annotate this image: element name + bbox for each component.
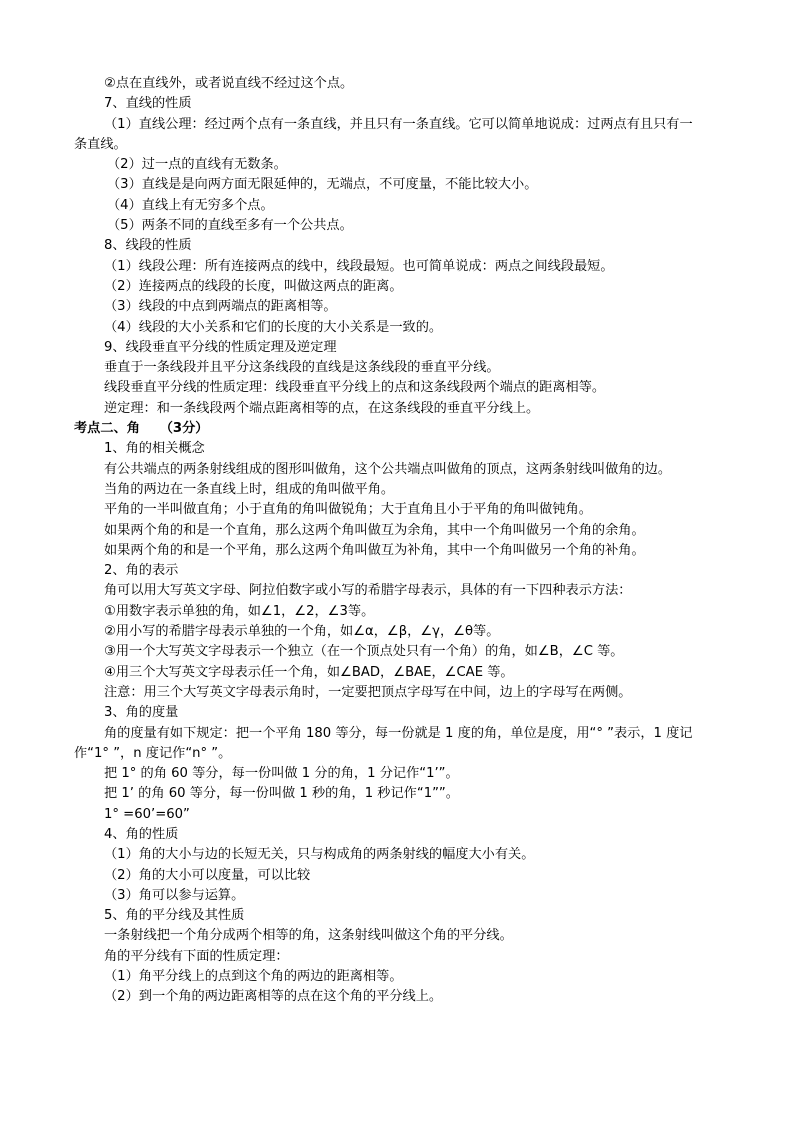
text-line: （4）直线上有无穷多个点。 bbox=[107, 197, 274, 213]
text-line: （3）角可以参与运算。 bbox=[104, 887, 245, 903]
text-line: ②点在直线外，或者说直线不经过这个点。 bbox=[104, 76, 354, 91]
text-line: ②用小写的希腊字母表示单独的一个角，如∠α，∠β，∠γ，∠θ等。 bbox=[104, 624, 500, 640]
text-line: 1° =60’=60” bbox=[104, 806, 190, 822]
text-line: 如果两个角的和是一个平角，那么这两个角叫做互为补角，其中一个角叫做另一个角的补角。 bbox=[104, 542, 645, 558]
text-line: 线段垂直平分线的性质定理：线段垂直平分线上的点和这条线段两个端点的距离相等。 bbox=[104, 380, 606, 396]
text-line: 角的度量有如下规定：把一个平角 180 等分，每一份就是 1 度的角，单位是度，用“° ”表示，1 度记 bbox=[104, 725, 693, 741]
text-line: 平角的一半叫做直角；小于直角的角叫做锐角；大于直角且小于平角的角叫做钝角。 bbox=[104, 502, 592, 518]
section-title: 3、角的度量 bbox=[104, 705, 179, 721]
text-line: 如果两个角的和是一个直角，那么这两个角叫做互为余角，其中一个角叫做另一个角的余角。 bbox=[104, 522, 645, 538]
text-line: 把 1° 的角 60 等分，每一份叫做 1 分的角，1 分记作“1’”。 bbox=[104, 766, 459, 782]
text-line: （1）直线公理：经过两个点有一条直线，并且只有一条直线。它可以简单地说成：过两点有且只有一 bbox=[104, 116, 693, 132]
text-line: 逆定理：和一条线段两个端点距离相等的点，在这条线段的垂直平分线上。 bbox=[104, 400, 540, 416]
topic-heading: 考点二、角 （3分） bbox=[74, 421, 209, 437]
text-line: 有公共端点的两条射线组成的图形叫做角，这个公共端点叫做角的顶点，这两条射线叫做角的边。 bbox=[104, 461, 672, 477]
text-line: （2）过一点的直线有无数条。 bbox=[107, 157, 287, 173]
text-line: 当角的两边在一条直线上时，组成的角叫做平角。 bbox=[104, 481, 395, 497]
text-line: （1）角的大小与边的长短无关，只与构成角的两条射线的幅度大小有关。 bbox=[104, 847, 535, 863]
text-line: （2）连接两点的线段的长度，叫做这两点的距离。 bbox=[104, 278, 403, 294]
text-line: 角的平分线有下面的性质定理： bbox=[104, 948, 289, 964]
text-line: （2）到一个角的两边距离相等的点在这个角的平分线上。 bbox=[104, 989, 443, 1005]
text-line: （3）线段的中点到两端点的距离相等。 bbox=[104, 299, 337, 315]
section-title: 1、角的相关概念 bbox=[104, 441, 205, 457]
text-line: 把 1’ 的角 60 等分，每一份叫做 1 秒的角，1 秒记作“1””。 bbox=[104, 786, 459, 802]
section-title: 4、角的性质 bbox=[104, 826, 179, 842]
text-line: ③用一个大写英文字母表示一个独立（在一个顶点处只有一个角）的角，如∠B，∠C 等。 bbox=[104, 644, 624, 660]
text-line: 条直线。 bbox=[74, 136, 127, 152]
section-title: 8、线段的性质 bbox=[104, 238, 192, 254]
section-title: 9、线段垂直平分线的性质定理及逆定理 bbox=[104, 339, 337, 355]
text-line: （1）线段公理：所有连接两点的线中，线段最短。也可简单说成：两点之间线段最短。 bbox=[104, 258, 614, 274]
text-line: 注意：用三个大写英文字母表示角时，一定要把顶点字母写在中间，边上的字母写在两侧。 bbox=[104, 684, 632, 700]
text-line: 垂直于一条线段并且平分这条线段的直线是这条线段的垂直平分线。 bbox=[104, 360, 500, 376]
text-line: （2）角的大小可以度量，可以比较 bbox=[104, 867, 311, 883]
section-title: 5、角的平分线及其性质 bbox=[104, 908, 245, 924]
text-line: ④用三个大写英文字母表示任一个角，如∠BAD，∠BAE，∠CAE 等。 bbox=[104, 664, 514, 680]
section-title: 7、直线的性质 bbox=[104, 96, 192, 112]
text-line: ①用数字表示单独的角，如∠1，∠2，∠3等。 bbox=[104, 603, 375, 619]
text-line: （3）直线是是向两方面无限延伸的，无端点，不可度量，不能比较大小。 bbox=[107, 177, 538, 193]
section-title: 2、角的表示 bbox=[104, 563, 179, 579]
text-line: （5）两条不同的直线至多有一个公共点。 bbox=[107, 218, 353, 234]
text-line: （1）角平分线上的点到这个角的两边的距离相等。 bbox=[104, 969, 403, 985]
text-line: 角可以用大写英文字母、阿拉伯数字或小写的希腊字母表示，具体的有一下四种表示方法： bbox=[104, 583, 632, 599]
text-line: （4）线段的大小关系和它们的长度的大小关系是一致的。 bbox=[104, 319, 443, 335]
text-line: 一条射线把一个角分成两个相等的角，这条射线叫做这个角的平分线。 bbox=[104, 928, 513, 944]
text-line: 作“1° ”，n 度记作“n° ”。 bbox=[74, 745, 232, 761]
